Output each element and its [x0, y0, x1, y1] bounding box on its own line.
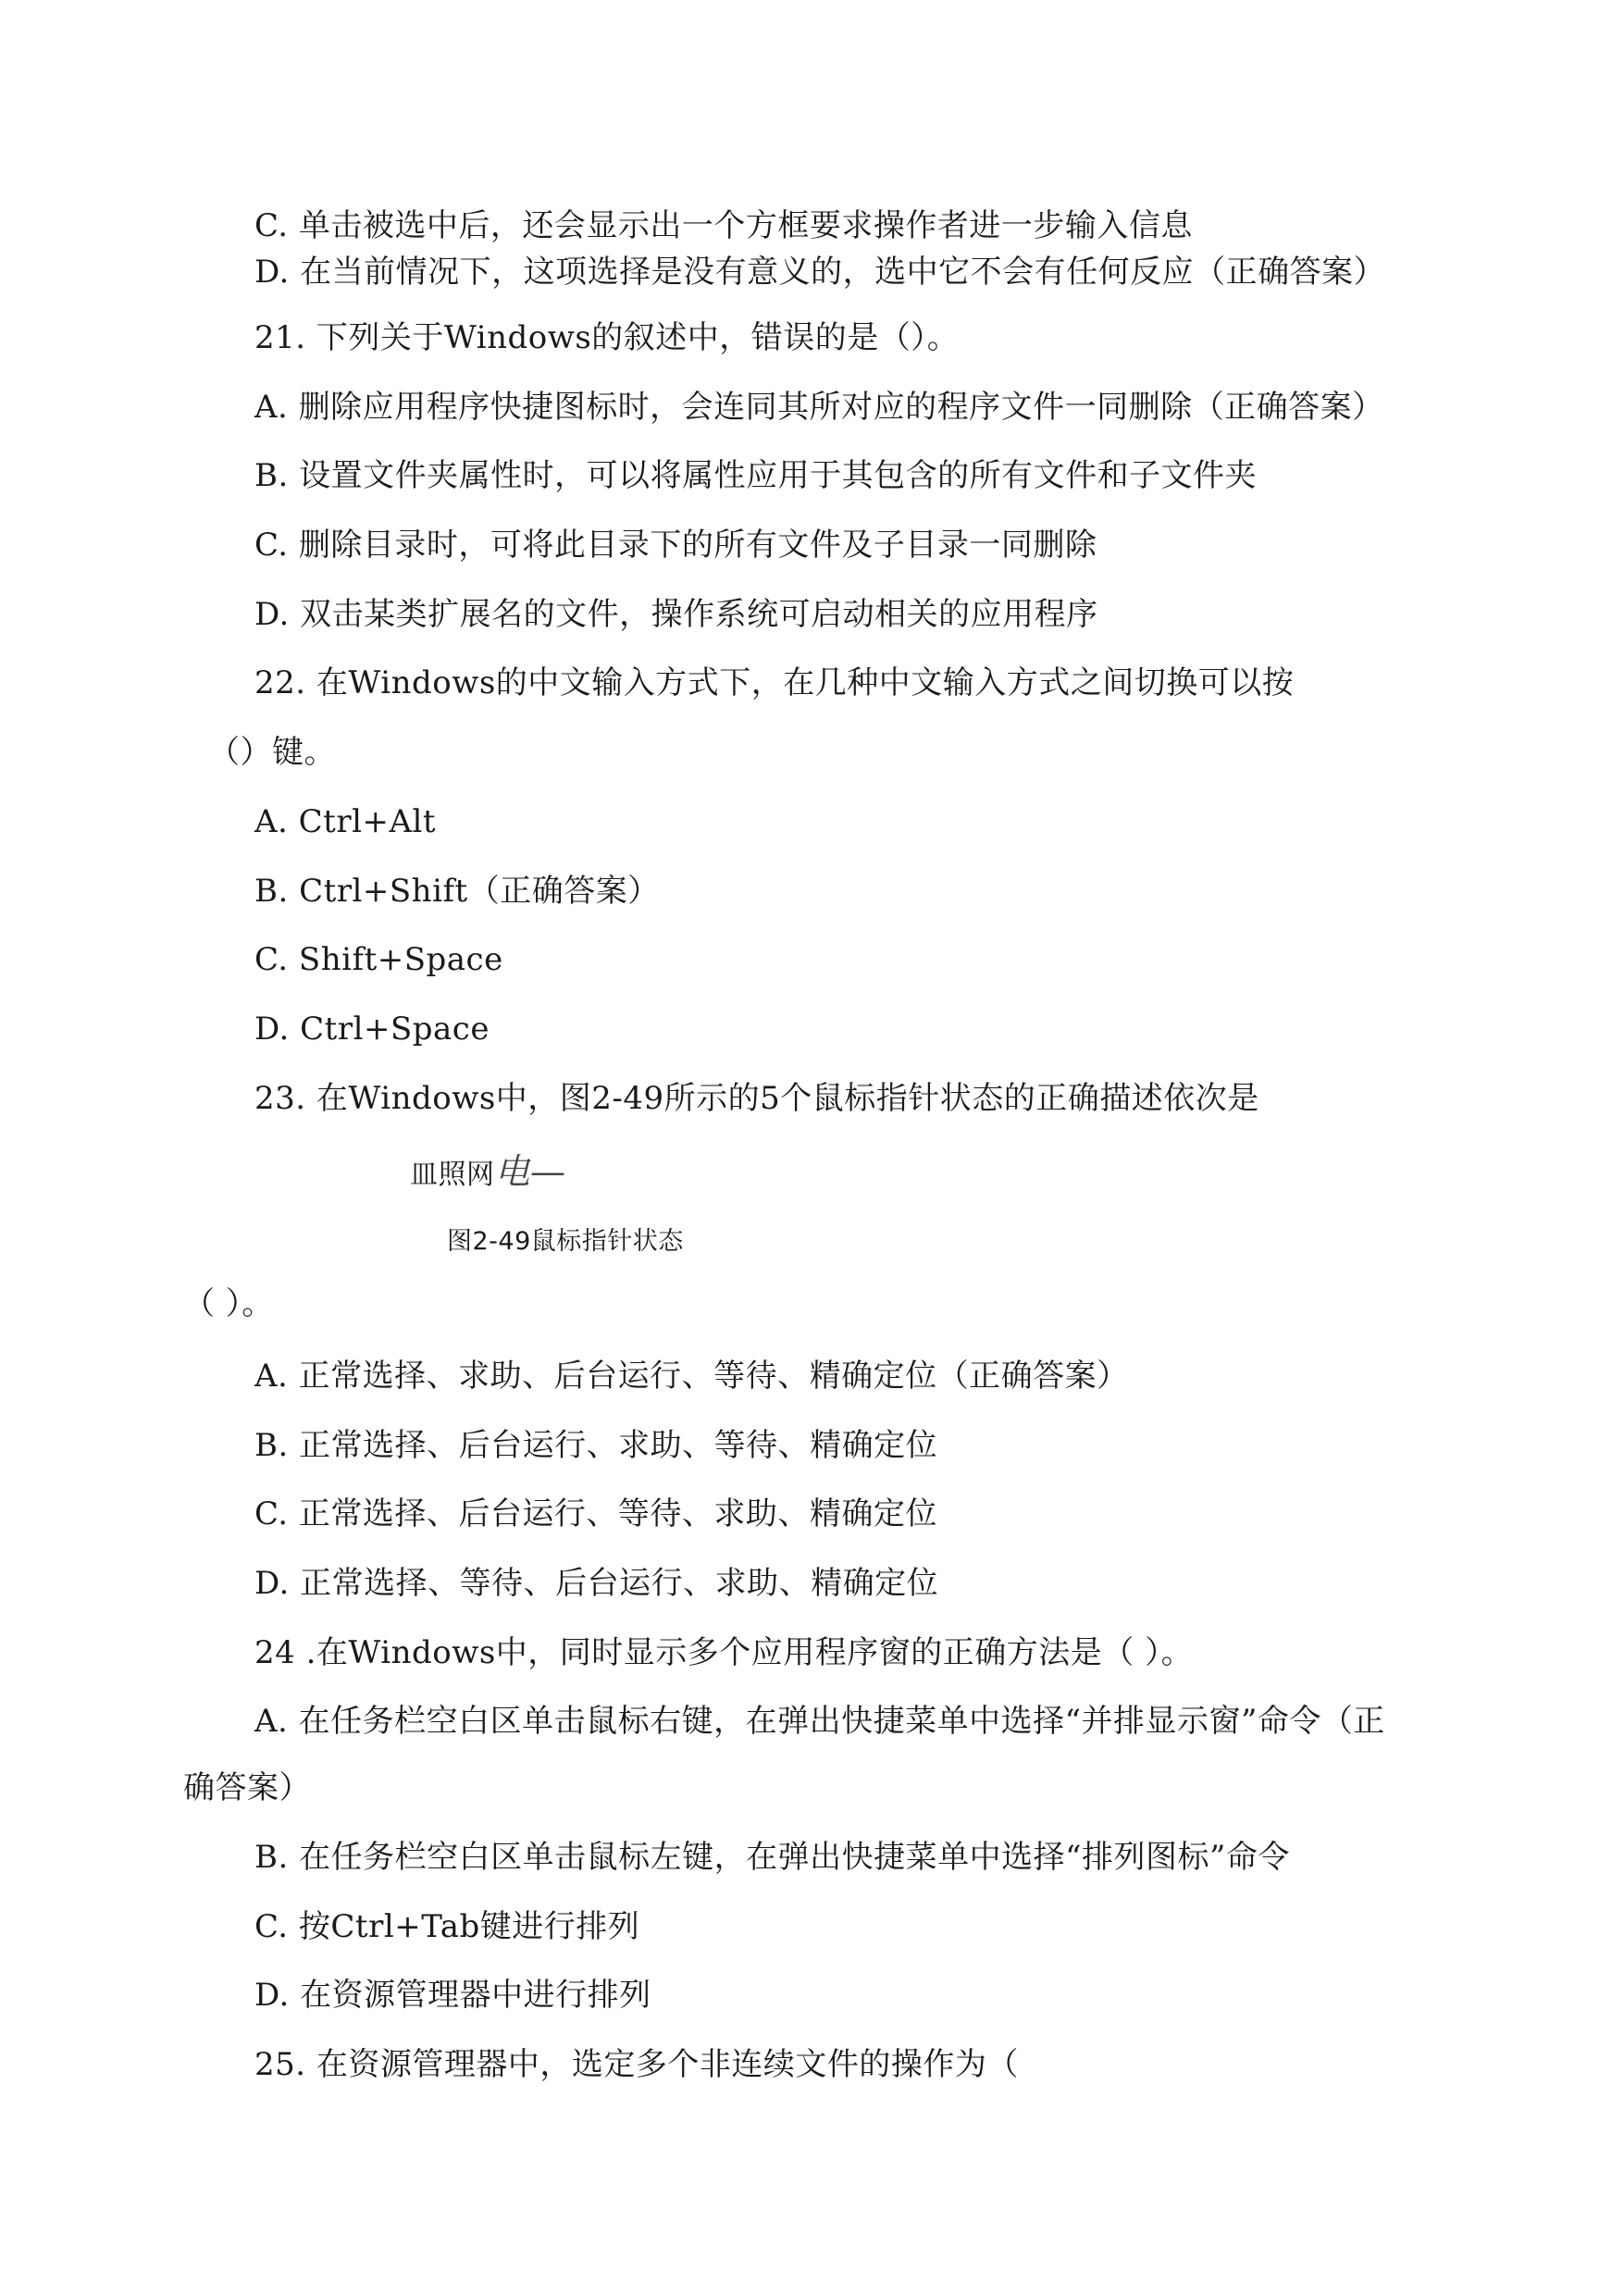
option-22a: A. Ctrl+Alt	[254, 803, 437, 840]
option-22d: D. Ctrl+Space	[254, 1011, 490, 1048]
option-24c: C. 按Ctrl+Tab键进行排列	[254, 1908, 640, 1945]
option-23a: A. 正常选择、求助、后台运行、等待、精确定位（正确答案）	[254, 1358, 1129, 1395]
question-25: 25. 在资源管理器中，选定多个非连续文件的操作为（	[254, 2046, 1019, 2083]
figure-2-49-caption: 图2-49鼠标指针状态	[447, 1227, 684, 1256]
option-22b: B. Ctrl+Shift（正确答案）	[254, 873, 660, 910]
question-21: 21. 下列关于Windows的叙述中，错误的是（）。	[254, 319, 960, 356]
figure-2-49-graphic	[410, 1153, 566, 1194]
question-22: 22. 在Windows的中文输入方式下，在几种中文输入方式之间切换可以按	[254, 664, 1295, 701]
question-24: 24 .在Windows中，同时显示多个应用程序窗的正确方法是（ ）。	[254, 1634, 1194, 1671]
option-20d: D. 在当前情况下，这项选择是没有意义的，选中它不会有任何反应（正确答案）	[254, 254, 1386, 291]
option-21c: C. 删除目录时，可将此目录下的所有文件及子目录一同删除	[254, 527, 1097, 564]
option-24b: B. 在任务栏空白区单击鼠标左键，在弹出快捷菜单中选择“排列图标”命令	[254, 1839, 1290, 1876]
option-24a: A. 在任务栏空白区单击鼠标右键，在弹出快捷菜单中选择“并排显示窗”命令（正	[254, 1703, 1385, 1740]
option-24d: D. 在资源管理器中进行排列	[254, 1977, 651, 2014]
option-21d: D. 双击某类扩展名的文件，操作系统可启动相关的应用程序	[254, 596, 1098, 633]
option-23c: C. 正常选择、后台运行、等待、求助、精确定位	[254, 1495, 937, 1532]
question-23-cont: （ ）。	[183, 1285, 274, 1322]
option-23b: B. 正常选择、后台运行、求助、等待、精确定位	[254, 1427, 938, 1464]
option-21a: A. 删除应用程序快捷图标时，会连同其所对应的程序文件一同删除（正确答案）	[254, 389, 1384, 426]
question-22-cont: （）键。	[208, 734, 336, 771]
option-20c: C. 单击被选中后，还会显示出一个方框要求操作者进一步输入信息	[254, 207, 1193, 244]
option-23d: D. 正常选择、等待、后台运行、求助、精确定位	[254, 1565, 939, 1602]
option-21b: B. 设置文件夹属性时，可以将属性应用于其包含的所有文件和子文件夹	[254, 457, 1258, 494]
figure-graphic-stylized: 电—	[494, 1151, 566, 1192]
option-24a-cont: 确答案）	[183, 1769, 311, 1806]
option-22c: C. Shift+Space	[254, 941, 503, 978]
figure-graphic-text: 皿照网	[410, 1159, 495, 1191]
question-23: 23. 在Windows中，图2-49所示的5个鼠标指针状态的正确描述依次是	[254, 1080, 1259, 1117]
